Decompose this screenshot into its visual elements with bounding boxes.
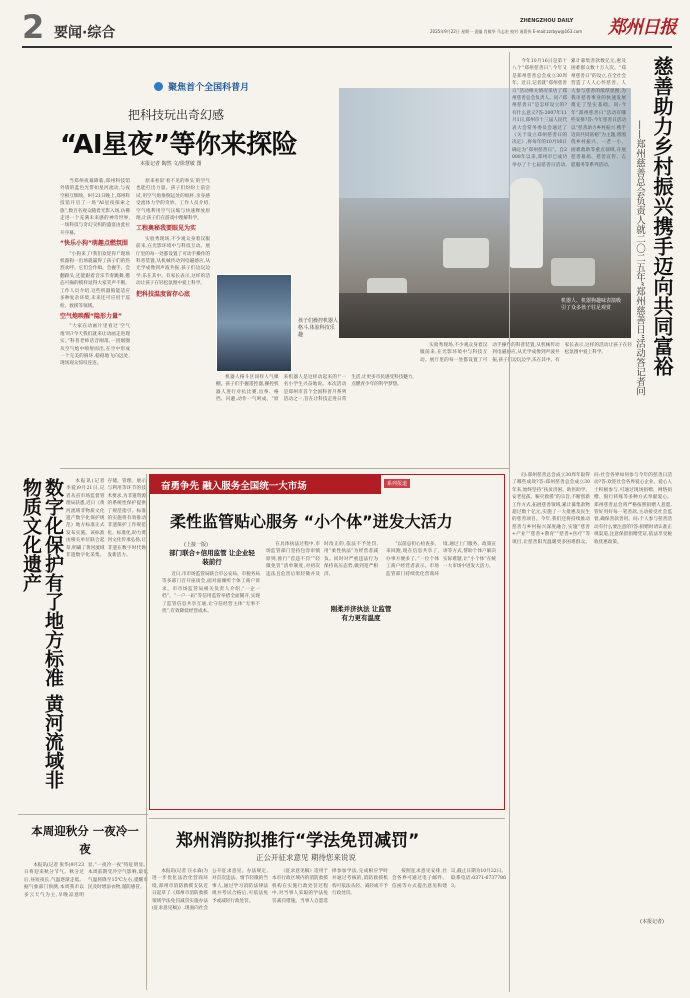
left-story1-title: 数字化保护有了地方标准 黄河流域非物质文化遗产	[20, 478, 64, 789]
section-title: 要闻·综合	[54, 25, 116, 41]
feature-para: “小狗来了!我们欢迎你!”现场机器狗一出场就赢得了孩子们的热烈欢呼。它们会作揖、会握手、会翻跟头,还能跟着音乐节奏跳舞,憨态可掬的模样逗得大家笑声不断。工作人员介绍,这些机器狗能适应多种复杂环境,未来还可应用于巡检、救援等领域。	[60, 251, 130, 309]
bottom-subhead: 正公开征求意见 期待您来说说	[256, 853, 356, 862]
series-col1: 近日,市市场监管局联合市公安局、市税务局等多部门召开座谈会,面对面倾听个体工商户诉求。市市场监管局相关负责人介绍,“一企一档”、“一户一码”等信用监管举措全面铺开,实现了监管信息共享互通,让守信经营主体“无事不扰”,有效降低经营成本。	[162, 572, 260, 615]
divider	[18, 814, 148, 815]
left-story1-body: 本报讯(记者 李爱)9月21日,记者从省市场监督管理局获悉,近日《黄河流域非物质文化遗产数字化保护规范》地方标准正式发布实施。该标准由相关单位联合起草,明确了黄河流域非遗数字化采集、存储、管理、展示与利用等环节的技术要求,为非遗资源的系统性保护提供了规范指引。标准的实施将有效推动非遗保护工作规范化、标准化,助力黄河文化传承弘扬,让非遗在数字时代焕发新活力。	[66, 479, 146, 559]
series-logo-text: 奋勇争先 融入服务全国统一大市场	[161, 481, 307, 492]
feature-sub4: 把科技温度留存心底	[136, 290, 191, 298]
vertical-title: 慈善助力乡村振兴携手迈向共同富裕	[650, 56, 674, 376]
robot-dog	[443, 238, 489, 268]
bottom-col2: 《征求意见稿》适用于本市行政区域内的消防救援机构在实施行政处罚过程中,对当事人采取的学法免罚减罚措施。当事人自愿选择参加学法,完成相应学时并通过考核的,消防救援机构可依法从轻、减轻或不予行政处罚。	[272, 869, 388, 904]
paper-name-logo: 郑州日报	[608, 17, 676, 38]
left-story2-body: 本报讯(记者 张华)9月23日将迎来秋分节气。秋分过后,昼短夜长,气温逐渐走低。据气象部门预测,本周我市以多云天气为主,早晚凉意明显,“一夜冷一夜”特征明显。本周前期受冷空气影响,最低气温将降至15℃左右,提醒市民及时增添衣物,谨防感冒。	[24, 863, 148, 898]
column-rule	[146, 474, 147, 990]
photo-caption-1: 机器人、机器狗趣味表演吸引了众多孩子驻足观赏	[561, 298, 622, 311]
feature-banner	[154, 76, 354, 93]
divider	[60, 468, 510, 469]
feature-para: 实验秀现场,不少观众身着汉服前来,在光影环境中与科技互动。展厅里的每一处都设置了可动手操作的科普装置,从机械传动到电磁感应,从光学成像到声波共振,孩子们边玩边学,乐在其中。有家长表示,这样的活动让孩子在轻松氛围中爱上科学。	[136, 236, 210, 287]
series-col2: 在具体执法过程中,市场监管部门坚持包容审慎原则,推行“首违不罚”“轻微免罚”清单制度,对初次违法且危害后果轻微并及时改正的,依法不予处罚,用“柔性执法”为经营者减负。同时对严重违法行为保持高压态势,做到宽严相济。	[266, 542, 378, 577]
feature-sub1: “快乐小狗”萌趣点燃氛围	[60, 240, 128, 248]
series-sub2: 刚柔并济执法 让监管有力更有温度	[328, 605, 394, 623]
right-body-2: 问:郑州慈善总会成立30周年取得了哪些成效?答:郑州慈善总会成立30年来,始终坚持“扶贫济困、助医助学、安老抚孤、赈灾救援”的宗旨,不断创新工作方式,拓展慈善领域,累计募集款物超过数十亿元,实施了一大批惠及民生的慈善项目。今年,我们还将持续推动慈善与乡村振兴深度融合,实施“慈善+产业”“慈善+教育”“慈善+医疗”等项目,让慈善阳光温暖更多困难群众。问:社会各界如何参与今年的慈善日活动?答:欢迎社会各界爱心企业、爱心人士积极参与,可通过现场捐赠、网络捐赠、银行转账等多种方式奉献爱心。郑州慈善总会将严格按照捐赠人意愿,管好用好每一笔善款,主动接受社会监督,确保善款善用。问:个人参与慈善活动有什么要注意的?答:捐赠时请认准正规渠道,注意保留捐赠凭证,依法享受税收优惠政策。	[512, 473, 672, 545]
banner-icon	[154, 82, 163, 91]
feature-byline: 本报记者 陶然 文/徐慧敏 图	[140, 161, 202, 167]
vertical-subtitle: ——郑州慈善总会负责人就二〇二五年“郑州慈善日”活动答记者问	[634, 120, 645, 396]
feature-para: 机器人格斗区同样人气爆棚。孩子们手握遥控器,操控机器人进行对抗比赛,出拳、格挡、闪避,动作一气呵成。“原来机器人是这样动起来的!”一名小学生兴奋地说。本次活动是郑州市首个全国科普月系列活动之一,旨在让科技走进日常生活,让更多市民感受科技魅力,点燃青少年的科学梦想。	[216, 375, 414, 403]
feature-sub2: 空气炮唤醒“隐形力量”	[60, 312, 122, 320]
feature-para: 当郑州夜幕降临,郑州科技馆外墙的蓝色光带如星河流动,与夜空相互辉映。9月21日晚上,郑州科技馆开启了一场“AI星夜探索之旅”,数百名观众随着光影入场,仿佛走进一个充满未来感的神奇世界,一场科技与奇幻交织的盛宴由此拉开序幕。	[60, 179, 130, 236]
feature-headline: “AI星夜”等你来探险	[60, 130, 298, 160]
right-end-note: (本报记者)	[640, 919, 664, 925]
date-line: 2025年9月22日 星期一 责编 肖敏华 马志宏 校对 诸葛伟 E-mail:zzrbyw@163.com	[430, 29, 583, 34]
masthead-rule	[22, 46, 672, 48]
series-lead: (上接一版)	[184, 542, 208, 548]
page-number: 2	[22, 8, 45, 46]
feature-col2	[136, 178, 210, 466]
left-story2-title: 本周迎秋分 一夜冷一夜	[31, 824, 139, 856]
feature-para: 实验秀现场,不少观众身着汉服前来,在光影环境中与科技互动。展厅里的每一处都设置了可动手操作的科普装置,从机械传动到电磁感应,从光学成像到声波共振,孩子们边玩边学,乐在其中。有家长表示,这样的活动让孩子在轻松氛围中爱上科学。	[420, 343, 632, 363]
column-rule	[509, 52, 510, 992]
paper-en: ZHENGZHOU DAILY	[520, 18, 574, 24]
series-frame	[149, 474, 505, 810]
bottom-headline: 郑州消防拟推行“学法免罚减罚”	[176, 831, 420, 851]
feature-para: 原来看似‘看不见的拳头’的空气也能打出力量。孩子们纷纷上前尝试,用空气炮推倒远处的纸杯,亲身感受流体力学的奇妙。工作人员介绍,空气炮利用空气压缩与快速释放原理,让孩子们在游戏中理解科学。	[136, 179, 210, 222]
series-tag: 系列报道	[384, 479, 410, 488]
series-headline: 柔性监管贴心服务 “小个体”迸发大活力	[170, 512, 453, 531]
feature-sub3: 工程奥秘我要眼见为实	[136, 225, 197, 233]
series-logo-bar	[149, 474, 381, 494]
feature-col1	[60, 178, 130, 466]
bottom-col1: 本报讯(记者 汪永森)为进一步优化法治化营商环境,郑州市消防救援支队近日起草了《郑州市消防救援领域学法免罚减罚实施办法(征求意见稿)》,现面向社会公开征求意见。办法规定,对首次违法、情节轻微的当事人,通过学习消防法律法规并考试合格后,可依法免予或减轻行政处罚。	[152, 869, 268, 912]
divider	[149, 818, 505, 819]
series-col3: “以前总担心检查多、来回跑,现在信息共享了,办事方便多了。”一位个体工商户经营者表示。市场监管部门持续优化营商环境,通过上门服务、政策宣讲等方式,帮助个体户解决实际难题,让“小个体”在统一大市场中迸发大活力。	[386, 542, 496, 577]
feature-kicker: 把科技玩出奇幻感	[128, 108, 225, 122]
feature-para: “大家在动画片里看过‘空气炮’吗?今天我们就来让动画走进现实。”科普老师话音刚落,一团烟圈从空气炮中喷射而出,在空中形成一个完美的圆环,稳稳地飞向远处,现场观众惊叹连连。	[60, 324, 130, 367]
photo-caption-2: 孩子们操控机器人格斗,体验科技乐趣	[298, 318, 339, 338]
bottom-col3: 按照征求意见安排,社会各界可通过电子邮件、信函等方式提出意见和建议,截止日期为10月22日。联系电话:0371-67377863。	[392, 869, 506, 889]
feature-col3	[216, 374, 414, 466]
right-body-1: 今年10月16日是第十八个“郑州慈善日”,今年又是郑州慈善总会成立30周年。近日,记者就“郑州慈善日”活动相关情况采访了郑州慈善总会负责人。问:“郑州慈善日”是怎样设立的?有什么意义?答:2007年11月1日,郑州市十三届人民代表大会常务委员会通过了《关于设立郑州慈善日的决定》,将每年的10月16日确定为“郑州慈善日”。自2008年以来,郑州市已成功举办了十七届慈善日活动,累计募集善款数亿元,惠及困难群众数十万人次。“郑州慈善日”的设立,在全社会营造了人人心怀慈善、人人参与慈善的浓厚氛围,为我市慈善事业的快速发展奠定了坚实基础。问:今年“郑州慈善日”活动有哪些安排?答:今年慈善日活动以“慈善助力乡村振兴 携手迈向共同富裕”为主题,将围绕乡村振兴、一老一小、困难救助等重点领域,开展慈善募捐、慈善宣传、志愿服务等系列活动。	[512, 59, 626, 168]
photo-inset	[216, 274, 292, 372]
banner-text: 聚焦首个全国科普月	[168, 83, 250, 93]
series-sub1: 部门联合+信用监管 让企业轻装前行	[169, 549, 255, 566]
